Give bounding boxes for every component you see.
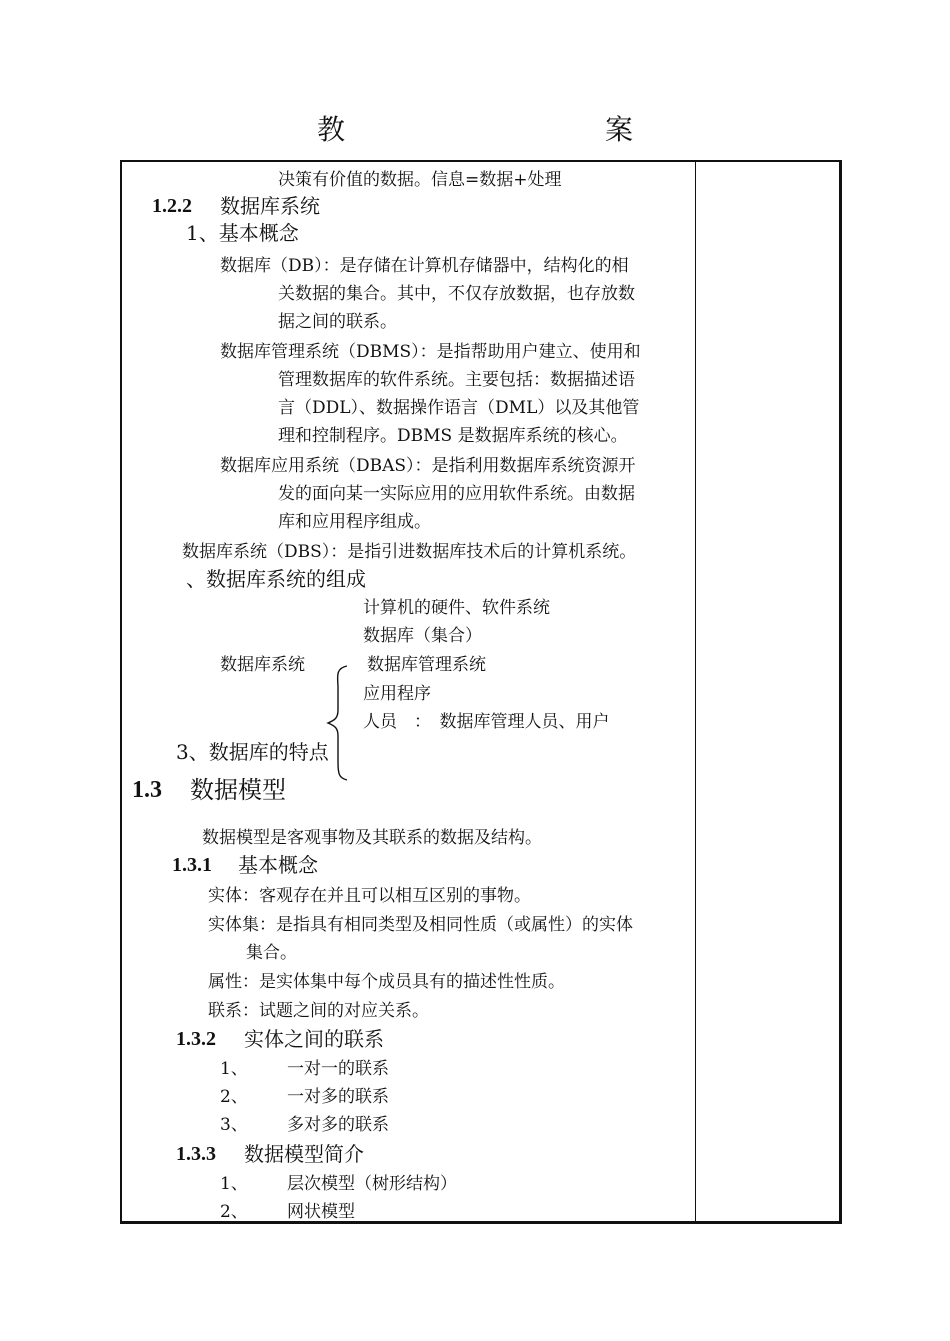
- subheading: 3、数据库的特点: [176, 740, 329, 764]
- text-line: 实体：客观存在并且可以相互区别的事物。: [208, 886, 531, 906]
- text-line: 管理数据库的软件系统。主要包括：数据描述语: [278, 370, 635, 390]
- list-number: 2、: [220, 1087, 248, 1107]
- text-line: 据之间的联系。: [278, 312, 397, 332]
- section-number: 1.3.3: [176, 1143, 216, 1165]
- section-title: 实体之间的联系: [244, 1027, 384, 1051]
- section-number: 1.3: [132, 777, 162, 803]
- list-number: 1、: [220, 1174, 248, 1194]
- section-number: 1.2.2: [152, 195, 192, 217]
- text-line: 联系：试题之间的对应关系。: [208, 1001, 429, 1021]
- text-line: 属性：是实体集中每个成员具有的描述性性质。: [208, 972, 565, 992]
- list-number: 2、: [220, 1202, 248, 1222]
- section-number: 1.3.1: [172, 854, 212, 876]
- text-line: 数据库应用系统（DBAS）：是指利用数据库系统资源开: [220, 456, 636, 476]
- component-item: 数据库（集合）: [363, 626, 482, 646]
- text-line: 数据库管理系统（DBMS）：是指帮助用户建立、使用和: [220, 342, 641, 362]
- text-line: 关数据的集合。其中，不仅存放数据，也存放数: [278, 284, 635, 304]
- component-item: 计算机的硬件、软件系统: [363, 598, 550, 618]
- list-item: 层次模型（树形结构）: [287, 1174, 457, 1194]
- page-title: 教 案: [316, 113, 701, 146]
- text-line: 库和应用程序组成。: [278, 512, 431, 532]
- component-item: 应用程序: [363, 684, 431, 704]
- list-number: 1、: [220, 1059, 248, 1079]
- text-line: 数据库系统（DBS）：是指引进数据库技术后的计算机系统。: [182, 542, 637, 562]
- text-line: 发的面向某一实际应用的应用软件系统。由数据: [278, 484, 635, 504]
- table-column-divider: [695, 160, 696, 1224]
- subheading: 1、基本概念: [186, 221, 299, 245]
- list-item: 多对多的联系: [287, 1115, 389, 1135]
- list-item: 一对一的联系: [287, 1059, 389, 1079]
- brace-icon: [325, 664, 355, 782]
- component-label: 数据库系统: [220, 655, 305, 675]
- section-title: 基本概念: [238, 853, 318, 877]
- text-line: 决策有价值的数据。信息=数据+处理: [278, 170, 562, 190]
- text-line: 数据库（DB）：是存储在计算机存储器中，结构化的相: [220, 256, 629, 276]
- component-item: 人员 ： 数据库管理人员、用户: [363, 712, 610, 732]
- section-title: 数据库系统: [220, 194, 320, 218]
- list-item: 网状模型: [287, 1202, 355, 1222]
- list-item: 一对多的联系: [287, 1087, 389, 1107]
- section-number: 1.3.2: [176, 1028, 216, 1050]
- text-line: 言（DDL）、数据操作语言（DML）以及其他管: [278, 398, 640, 418]
- text-line: 实体集：是指具有相同类型及相同性质（或属性）的实体: [208, 915, 633, 935]
- text-line: 数据模型是客观事物及其联系的数据及结构。: [202, 828, 542, 848]
- text-line: 集合。: [246, 943, 297, 963]
- section-title: 数据模型简介: [244, 1142, 364, 1166]
- list-number: 3、: [220, 1115, 248, 1135]
- text-line: 理和控制程序。DBMS 是数据库系统的核心。: [278, 426, 628, 446]
- component-item: 数据库管理系统: [367, 655, 486, 675]
- subheading: 、数据库系统的组成: [186, 567, 366, 591]
- section-title: 数据模型: [190, 776, 286, 804]
